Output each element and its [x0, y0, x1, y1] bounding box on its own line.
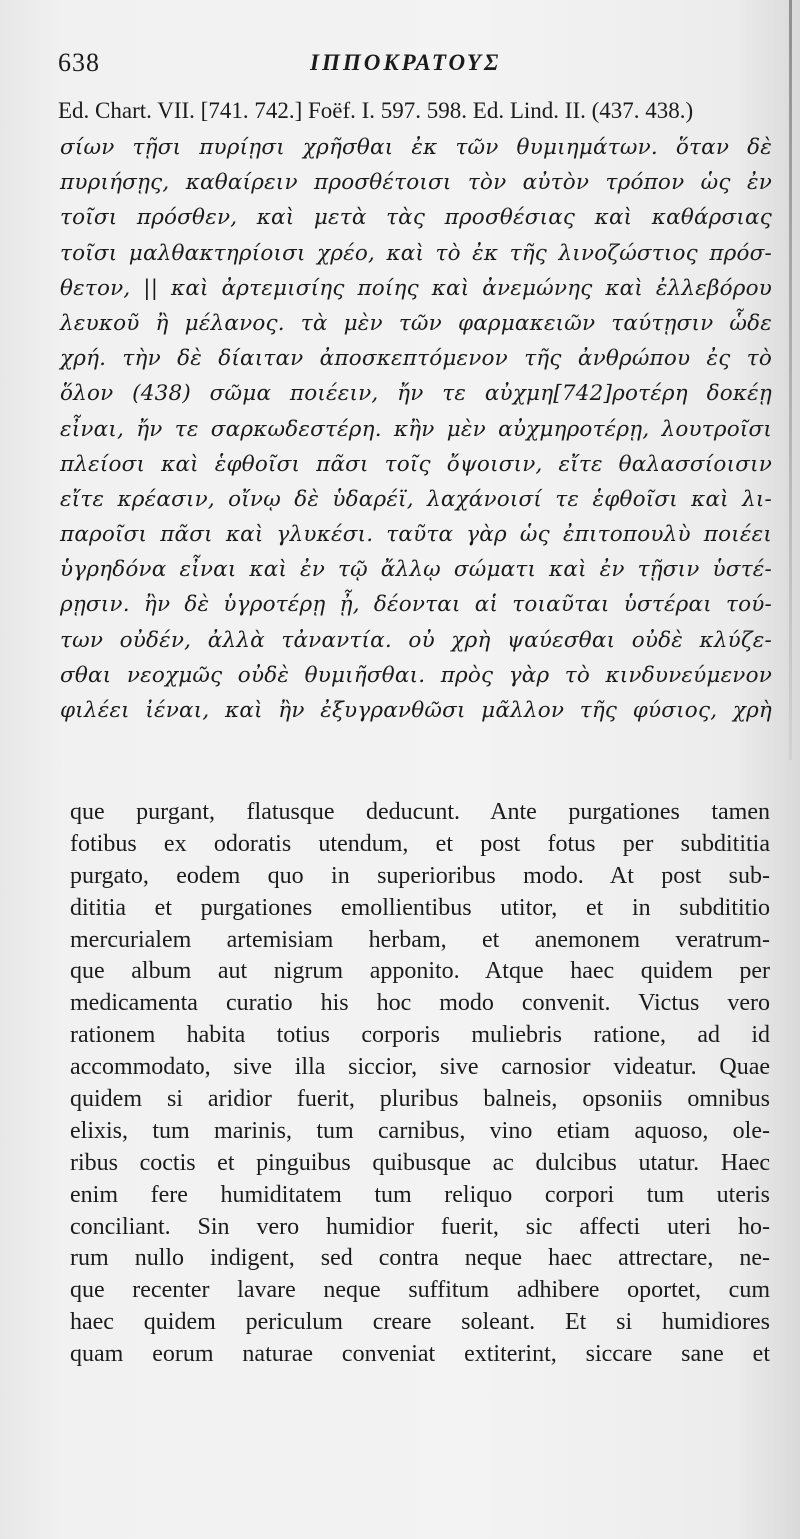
latin-line: elixis, tum marinis, tum carnibus, vino etiam aquoso, ole-	[70, 1117, 770, 1144]
edition-reference-line: Ed. Chart. VII. [741. 742.] Foëf. I. 597. 598. Ed. Lind. II. (437. 438.)	[58, 98, 694, 123]
page-header	[58, 48, 758, 88]
latin-line: accommodato, sive illa siccior, sive carnosior videatur. Quae	[70, 1054, 770, 1081]
latin-line: quam eorum naturae conveniat extiterint, siccare sane et	[70, 1341, 770, 1368]
latin-line: conciliant. Sin vero humidior fuerit, sic affecti uteri ho-	[70, 1213, 770, 1240]
latin-line: quidem si aridior fuerit, pluribus balneis, opsoniis omnibus	[70, 1086, 770, 1113]
latin-line: fotibus ex odoratis utendum, et post fotus per subdititia	[70, 830, 770, 857]
page-number: 638	[58, 48, 100, 77]
greek-line: χρή. τὴν δὲ δίαιταν ἀποσκεπτόμενον τῆς ἀνθρώπου ἐς τὸ	[60, 346, 772, 372]
latin-line: medicamenta curatio his hoc modo convenit. Victus vero	[70, 990, 770, 1017]
latin-line: que recenter lavare neque suffitum adhibere oportet, cum	[70, 1277, 770, 1304]
greek-line: πυριήσῃς, καθαίρειν προσθέτοισι τὸν αὐτὸν τρόπον ὡς ἐν	[60, 170, 772, 196]
greek-line: λευκοῦ ἢ μέλανος. τὰ μὲν τῶν φαρμακειῶν ταύτῃσιν ὧδε	[60, 310, 772, 336]
latin-line: purgato, eodem quo in superioribus modo. At post sub-	[70, 862, 770, 889]
greek-line: εἶναι, ἤν τε σαρκωδεστέρη. κἢν μὲν αὐχμηροτέρῃ, λουτροῖσι	[60, 416, 772, 442]
greek-line: ὅλον (438) σῶμα ποιέειν, ἤν τε αὐχμη[742]ροτέρη δοκέῃ	[60, 381, 772, 407]
latin-text-block	[70, 797, 770, 1371]
greek-line: σθαι νεοχμῶς οὐδὲ θυμιῆσθαι. πρὸς γὰρ τὸ κινδυνεύμενον	[60, 662, 772, 688]
greek-line: θετον, || καὶ ἀρτεμισίης ποίης καὶ ἀνεμώνης καὶ ἐλλεβόρου	[60, 275, 772, 301]
greek-line: πλείοσι καὶ ἑφθοῖσι πᾶσι τοῖς ὄψοισιν, εἴτε θαλασσίοισιν	[60, 451, 772, 477]
latin-line: enim fere humiditatem tum reliquo corpori tum uteris	[70, 1181, 770, 1208]
latin-line: dititia et purgationes emollientibus utitor, et in subdititio	[70, 894, 770, 921]
latin-line: que album aut nigrum apponito. Atque haec quidem per	[70, 958, 770, 985]
latin-line: mercurialem artemisiam herbam, et anemonem veratrum-	[70, 926, 770, 953]
greek-text-block	[60, 130, 772, 728]
latin-line: rum nullo indigent, sed contra neque haec attrectare, ne-	[70, 1245, 770, 1272]
greek-line: εἴτε κρέασιν, οἴνῳ δὲ ὑδαρέϊ, λαχάνοισί τε ἑφθοῖσι καὶ λι-	[60, 486, 772, 512]
running-title: ΙΠΠΟΚΡΑΤΟΥΣ	[310, 50, 502, 75]
greek-line: τοῖσι μαλθακτηρίοισι χρέο, καὶ τὸ ἐκ τῆς λινοζώστιος πρόσ-	[60, 240, 772, 266]
latin-line: que purgant, flatusque deducunt. Ante purgationes tamen	[70, 799, 770, 825]
latin-line: haec quidem periculum creare soleant. Et si humidiores	[70, 1309, 770, 1336]
latin-line: rationem habita totius corporis muliebris ratione, ad id	[70, 1022, 770, 1049]
greek-line: ὑγρηδόνα εἶναι καὶ ἐν τῷ ἄλλῳ σώματι καὶ ἐν τῇσιν ὑστέ-	[60, 557, 772, 583]
greek-line: παροῖσι πᾶσι καὶ γλυκέσι. ταῦτα γὰρ ὡς ἐπιτοπουλὺ ποιέει	[60, 522, 772, 548]
greek-line: των οὐδέν, ἀλλὰ τἀναντία. οὐ χρὴ ψαύεσθαι οὐδὲ κλύζε-	[60, 627, 772, 653]
greek-line: τοῖσι πρόσθεν, καὶ μετὰ τὰς προσθέσιας καὶ καθάρσιας	[60, 205, 772, 231]
greek-line: φιλέει ἰέναι, καὶ ἢν ἐξυγρανθῶσι μᾶλλον τῆς φύσιος, χρὴ	[60, 698, 772, 723]
greek-line: σίων τῇσι πυρίῃσι χρῆσθαι ἐκ τῶν θυμιημάτων. ὅταν δὲ	[60, 135, 772, 160]
page-fold-shadow	[789, 0, 792, 760]
latin-line: ribus coctis et pinguibus quibusque ac dulcibus utatur. Haec	[70, 1149, 770, 1176]
greek-line: ρῃσιν. ἢν δὲ ὑγροτέρῃ ᾖ, δέονται αἱ τοιαῦται ὑστέραι τού-	[60, 592, 772, 618]
